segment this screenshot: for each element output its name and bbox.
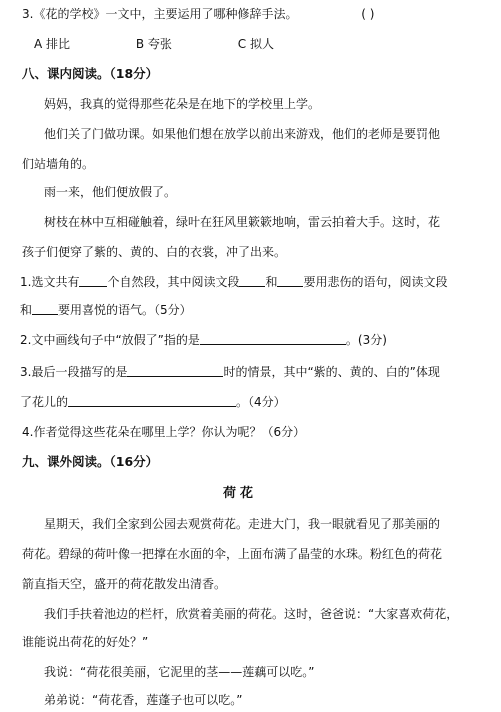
article-paragraph-1b: 荷花。碧绿的荷叶像一把撑在水面的伞，上面布满了晶莹的水珠。粉红色的荷花 — [22, 547, 443, 561]
passage-paragraph-1: 妈妈，我真的觉得那些花朵是在地下的学校里上学。 — [44, 97, 321, 111]
answer-blank[interactable] — [200, 332, 346, 345]
answer-blank[interactable] — [79, 274, 107, 287]
answer-blank[interactable] — [127, 364, 223, 377]
option-a: A 排比 — [34, 37, 71, 51]
question-3-line — [22, 6, 374, 22]
question-1-text-e: 和 — [20, 303, 33, 317]
answer-blank[interactable] — [68, 394, 236, 407]
answer-blank[interactable] — [239, 274, 265, 287]
passage-paragraph-4b: 孩子们便穿了紫的、黄的、白的衣裳，冲了出来。 — [22, 245, 287, 259]
article-paragraph-1c: 箭直指天空，盛开的荷花散发出清香。 — [22, 577, 227, 591]
answer-blank[interactable] — [32, 302, 58, 315]
section-8-heading: 八、课内阅读。（18分） — [22, 66, 159, 81]
option-b: B 夸张 — [135, 37, 172, 51]
question-1-text-b: 个自然段，其中阅读文段 — [107, 275, 240, 289]
question-3-text-d: 。（4分） — [236, 395, 286, 409]
question-1-text-d: 要用悲伤的语句，阅读文段 — [303, 275, 448, 289]
passage-paragraph-4a: 树枝在林中互相碰触着，绿叶在狂风里簌簌地响，雷云拍着大手。这时，花 — [44, 215, 441, 229]
question-3-text-a: 3.最后一段描写的是 — [20, 365, 128, 379]
section-9-heading: 九、课外阅读。（16分） — [22, 454, 159, 469]
question-2-line — [20, 332, 387, 348]
question-3-text-c: 了花儿的 — [20, 395, 69, 409]
question-2-text-b: 。(3分) — [345, 333, 387, 347]
article-title: 荷花 — [223, 486, 258, 501]
question-4: 4.作者觉得这些花朵在哪里上学？你认为呢？（6分） — [22, 425, 306, 439]
question-1-text-a: 1.选文共有 — [20, 275, 80, 289]
question-3-text: 3.《花的学校》一文中，主要运用了哪种修辞手法。 — [22, 7, 298, 21]
article-paragraph-2b: 谁能说出荷花的好处？” — [22, 635, 149, 649]
question-2-text-a: 2.文中画线句子中“放假了”指的是 — [20, 333, 200, 347]
question-1-text-f: 要用喜悦的语气。（5分） — [58, 303, 192, 317]
option-c: C 拟人 — [237, 37, 274, 51]
answer-parentheses: ( ) — [361, 7, 375, 21]
question-3-line-1 — [20, 364, 440, 380]
answer-blank[interactable] — [277, 274, 303, 287]
passage-paragraph-2b: 们站墙角的。 — [22, 157, 95, 171]
question-3-options — [34, 36, 274, 52]
question-3-text-b: 时的情景，其中“紫的、黄的、白的”体现 — [223, 365, 440, 379]
article-paragraph-4: 弟弟说：“荷花香，莲蓬子也可以吃。” — [44, 693, 243, 707]
passage-paragraph-3: 雨一来，他们便放假了。 — [44, 185, 177, 199]
passage-paragraph-2a: 他们关了门做功课。如果他们想在放学以前出来游戏，他们的老师是要罚他 — [44, 127, 441, 141]
question-1-line-1 — [20, 274, 448, 290]
question-3-line-2 — [20, 394, 286, 410]
article-paragraph-2a: 我们手扶着池边的栏杆，欣赏着美丽的荷花。这时，爸爸说：“大家喜欢荷花， — [44, 607, 459, 621]
article-paragraph-1a: 星期天，我们全家到公园去观赏荷花。走进大门，我一眼就看见了那美丽的 — [44, 517, 441, 531]
question-1-line-2 — [20, 302, 192, 318]
question-1-text-c: 和 — [265, 275, 278, 289]
article-paragraph-3: 我说：“荷花很美丽，它泥里的茎——莲藕可以吃。” — [44, 665, 315, 679]
